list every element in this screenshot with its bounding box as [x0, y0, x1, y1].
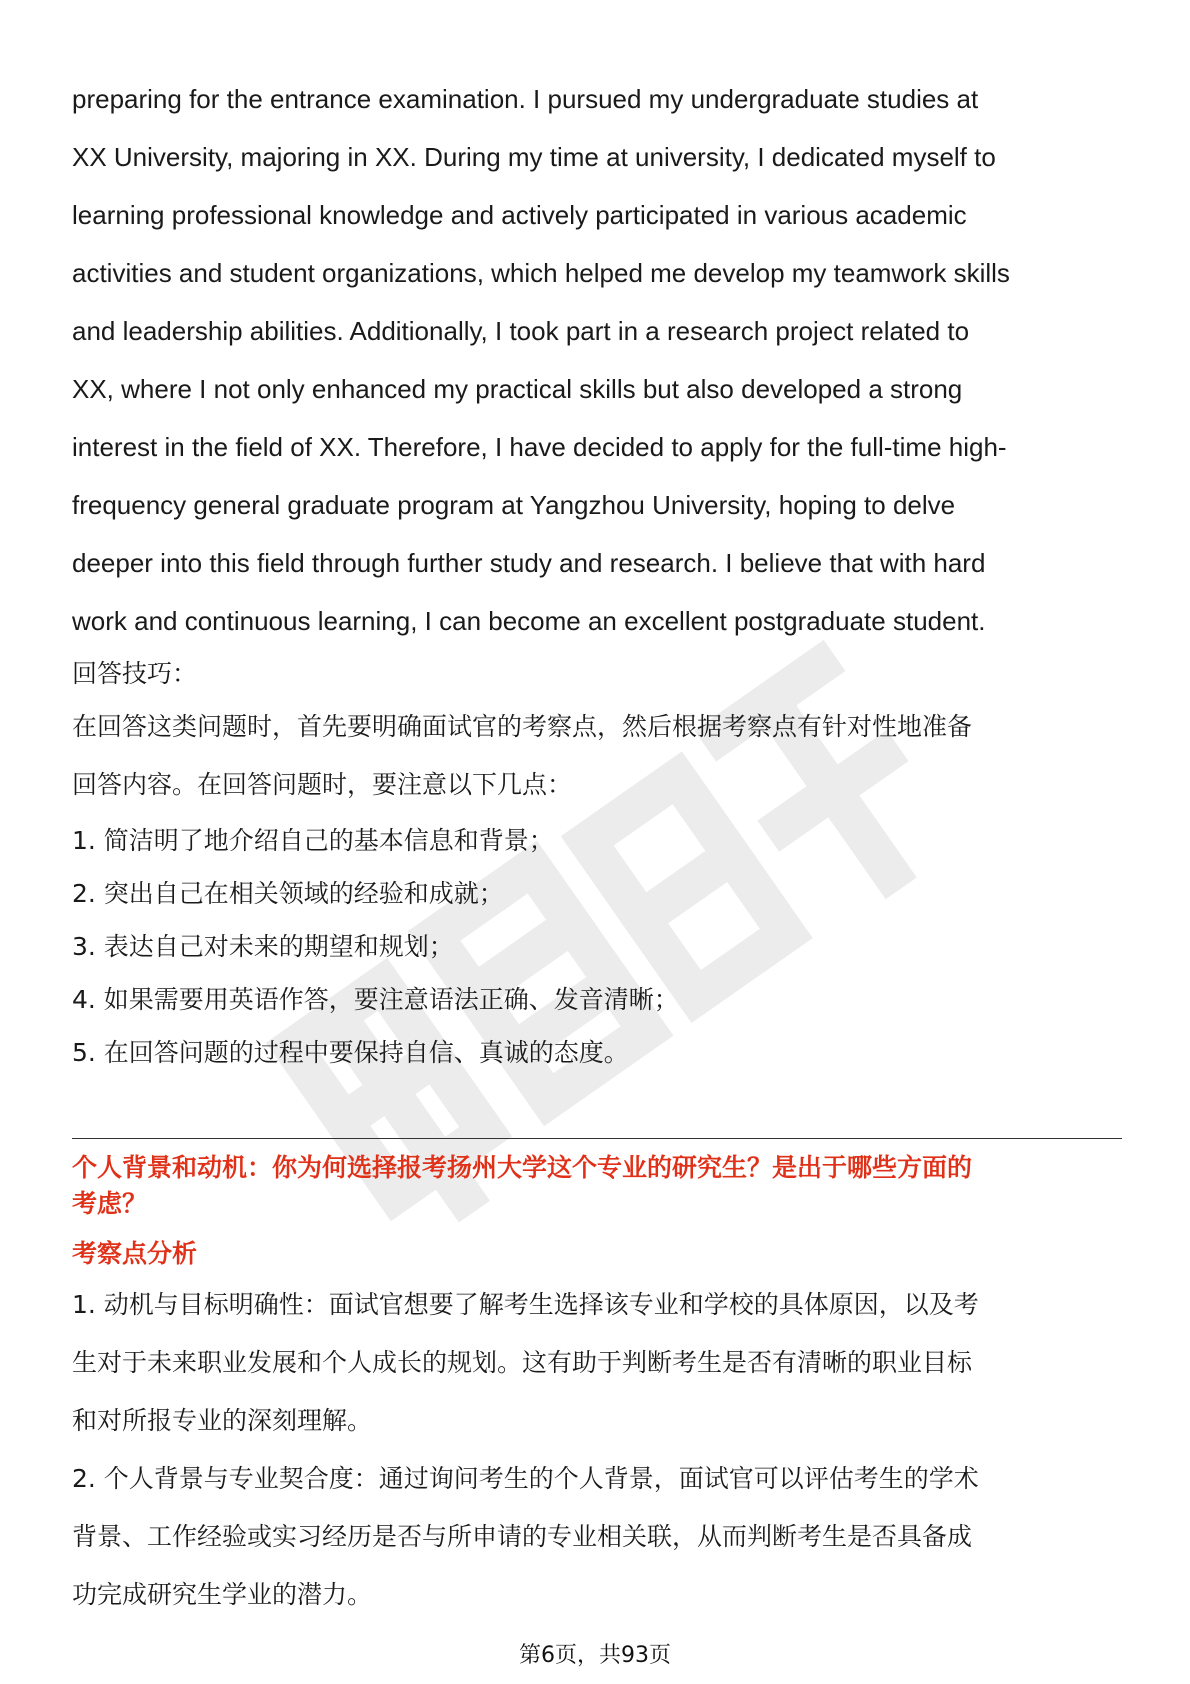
tips-item: 4. 如果需要用英语作答，要注意语法正确、发音清晰； — [72, 985, 679, 1014]
page-number-footer: 第6页，共93页 — [519, 1643, 671, 1668]
tips-intro-line: 在回答这类问题时，首先要明确面试官的考察点，然后根据考察点有针对性地准备 — [72, 712, 973, 741]
tips-item: 3. 表达自己对未来的期望和规划； — [72, 932, 454, 961]
english-line: frequency general graduate program at Yangzhou University, hoping to delve — [72, 490, 956, 520]
analysis-point-line: 1. 动机与目标明确性：面试官想要了解考生选择该专业和学校的具体原因，以及考 — [72, 1290, 979, 1319]
analysis-point-line: 背景、工作经验或实习经历是否与所申请的专业相关联，从而判断考生是否具备成 — [72, 1522, 973, 1551]
analysis-point — [72, 1450, 1127, 1624]
analysis-point-line: 和对所报专业的深刻理解。 — [72, 1406, 373, 1435]
page-body — [72, 70, 1132, 1079]
analysis-heading: 考察点分析 — [72, 1239, 198, 1268]
analysis-point — [72, 1276, 1127, 1450]
question-title-line: 考虑？ — [72, 1189, 148, 1218]
english-line: XX, where I not only enhanced my practical skills but also developed a strong — [72, 374, 963, 404]
tips-item: 2. 突出自己在相关领域的经验和成就； — [72, 879, 504, 908]
english-line: work and continuous learning, I can become an excellent postgraduate student. — [72, 606, 986, 636]
tips-item: 1. 简洁明了地介绍自己的基本信息和背景； — [72, 826, 554, 855]
english-line: preparing for the entrance examination. I pursued my undergraduate studies at — [72, 84, 979, 114]
question-section — [72, 1150, 1127, 1624]
question-title — [72, 1150, 1127, 1222]
tips-item: 5. 在回答问题的过程中要保持自信、真诚的态度。 — [72, 1038, 629, 1067]
question-title-line: 个人背景和动机：你为何选择报考扬州大学这个专业的研究生？是出于哪些方面的 — [72, 1153, 973, 1182]
analysis-point-line: 功完成研究生学业的潜力。 — [72, 1580, 373, 1609]
english-line: deeper into this field through further study and research. I believe that with hard — [72, 548, 986, 578]
tips-heading: 回答技巧： — [72, 659, 198, 688]
analysis-point-line: 生对于未来职业发展和个人成长的规划。这有助于判断考生是否有清晰的职业目标 — [72, 1348, 973, 1377]
english-line: activities and student organizations, which helped me develop my teamwork skills — [72, 258, 1010, 288]
english-line: XX University, majoring in XX. During my time at university, I dedicated myself to — [72, 142, 996, 172]
tips-list — [72, 814, 1132, 1079]
analysis-point-line: 2. 个人背景与专业契合度：通过询问考生的个人背景，面试官可以评估考生的学术 — [72, 1464, 979, 1493]
tips-intro — [72, 698, 1132, 814]
english-paragraph — [72, 70, 1132, 650]
english-line: learning professional knowledge and actively participated in various academic — [72, 200, 967, 230]
section-divider — [72, 1138, 1122, 1139]
english-line: and leadership abilities. Additionally, I took part in a research project related to — [72, 316, 970, 346]
english-line: interest in the field of XX. Therefore, I have decided to apply for the full-time high- — [72, 432, 1007, 462]
tips-intro-line: 回答内容。在回答问题时，要注意以下几点： — [72, 770, 573, 799]
